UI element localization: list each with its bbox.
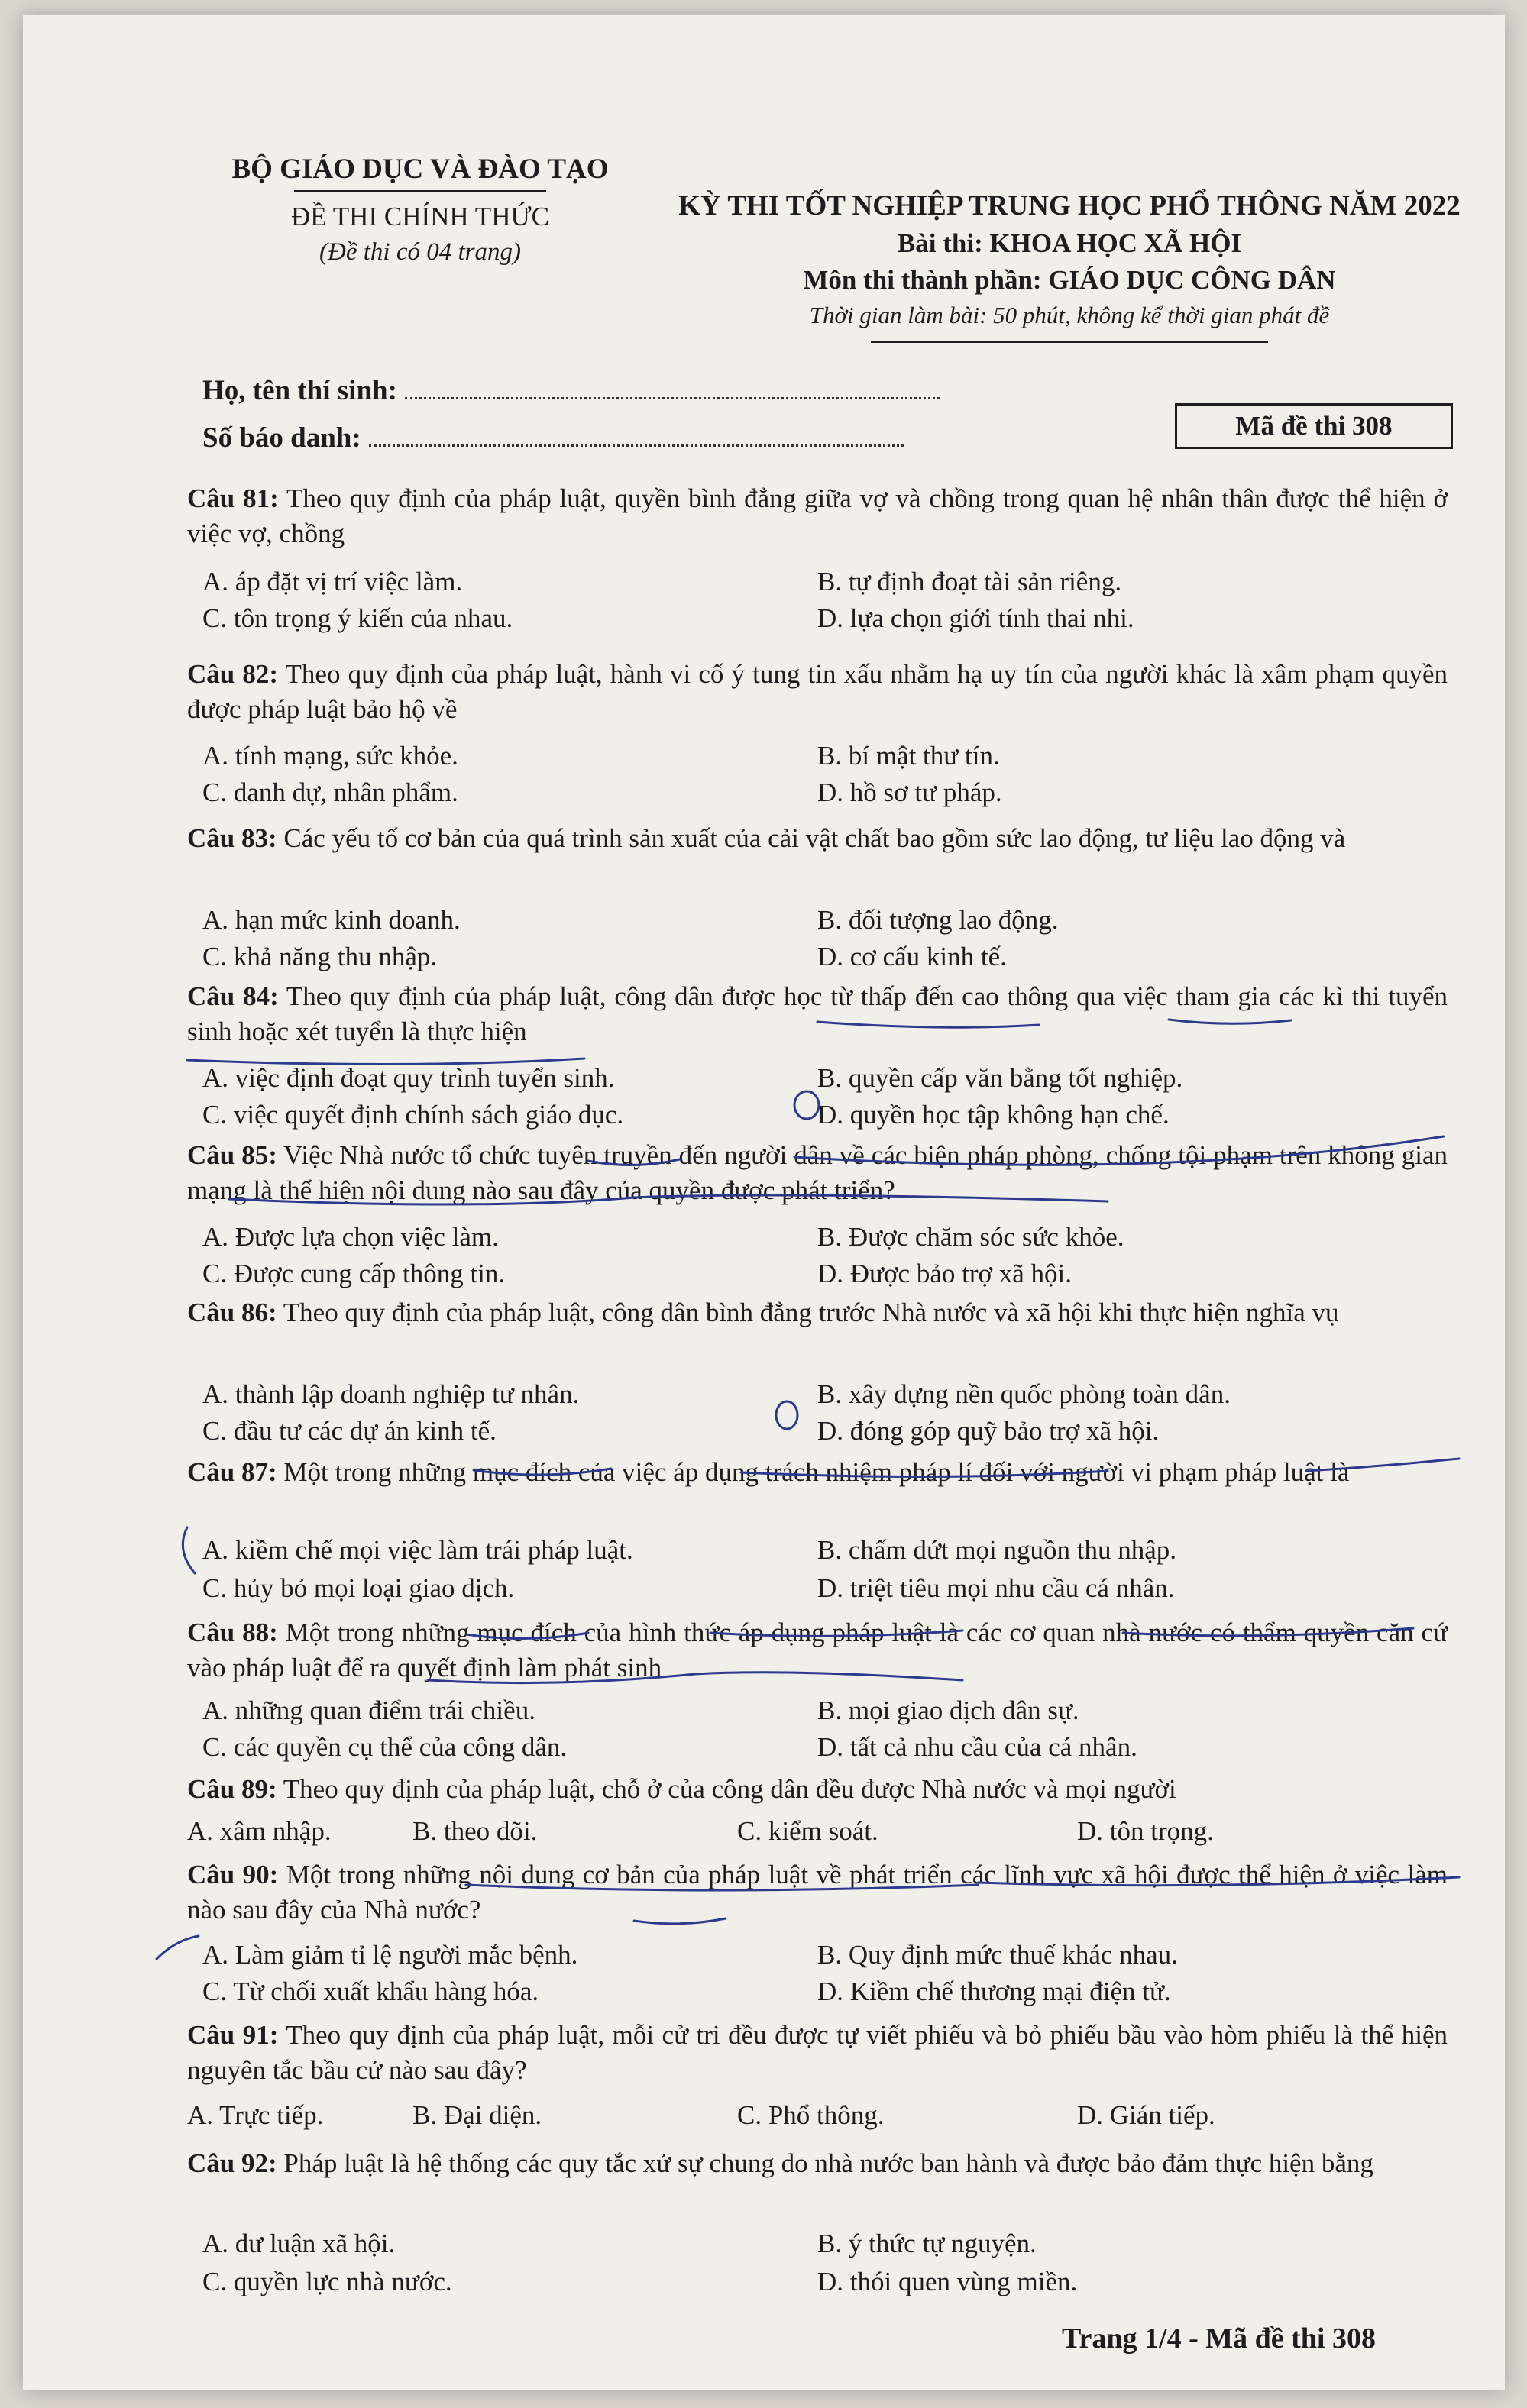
header-right <box>657 189 1482 343</box>
option-b: B. đối tượng lao động. <box>817 905 1059 935</box>
option-b: B. Quy định mức thuế khác nhau. <box>817 1940 1178 1970</box>
option-d: D. Kiềm chế thương mại điện tử. <box>817 1976 1171 2006</box>
option-a: A. việc định đoạt quy trình tuyển sinh. <box>202 1063 615 1093</box>
option-d: D. Gián tiếp. <box>1077 2100 1215 2130</box>
exam-part: Môn thi thành phần: GIÁO DỤC CÔNG DÂN <box>803 265 1336 295</box>
question-82 <box>187 657 1448 727</box>
option-a: A. Được lựa chọn việc làm. <box>202 1222 499 1252</box>
question-number: Câu 92: <box>187 2148 277 2178</box>
option-b: B. chấm dứt mọi nguồn thu nhập. <box>817 1535 1177 1565</box>
question-number: Câu 83: <box>187 823 277 853</box>
option-c: C. việc quyết định chính sách giáo dục. <box>202 1100 624 1130</box>
question-number: Câu 84: <box>187 981 279 1011</box>
question-83 <box>187 821 1448 856</box>
option-b: B. bí mật thư tín. <box>817 741 1000 771</box>
option-b: B. theo dõi. <box>412 1816 538 1846</box>
question-number: Câu 88: <box>187 1618 278 1647</box>
option-a: A. Làm giảm tỉ lệ người mắc bệnh. <box>202 1940 578 1970</box>
option-b: B. xây dựng nền quốc phòng toàn dân. <box>817 1379 1231 1409</box>
option-a: A. tính mạng, sức khỏe. <box>202 741 458 771</box>
option-d: D. lựa chọn giới tính thai nhi. <box>817 603 1134 633</box>
question-text: Theo quy định của pháp luật, hành vi cố ý tung tin xấu nhằm hạ uy tín của người khác là xâm phạm quyền được pháp luật bảo hộ về <box>187 659 1448 724</box>
option-c: C. khả năng thu nhập. <box>202 942 438 971</box>
candidate-id-row <box>202 422 904 454</box>
option-c: C. quyền lực nhà nước. <box>202 2267 452 2296</box>
option-c: C. đầu tư các dự án kinh tế. <box>202 1416 497 1446</box>
question-text: Một trong những mục đích của việc áp dụng trách nhiệm pháp lí đối với người vi phạm pháp luật là <box>277 1457 1350 1487</box>
option-d: D. thói quen vùng miền. <box>817 2267 1078 2296</box>
option-a: A. dư luận xã hội. <box>202 2229 396 2258</box>
candidate-name-label: Họ, tên thí sinh: <box>202 375 397 406</box>
pen-tick <box>157 1936 199 1959</box>
exam-code-box: Mã đề thi 308 <box>1175 403 1453 449</box>
question-number: Câu 81: <box>187 483 279 513</box>
question-text: Một trong những nội dung cơ bản của pháp luật về phát triển các lĩnh vực xã hội được thể hiện ở việc làm nào sau đây của Nhà nước? <box>187 1860 1448 1925</box>
option-b: B. quyền cấp văn bằng tốt nghiệp. <box>817 1063 1183 1093</box>
candidate-id-label: Số báo danh: <box>202 422 361 454</box>
option-d: D. triệt tiêu mọi nhu cầu cá nhân. <box>817 1573 1175 1603</box>
exam-time: Thời gian làm bài: 50 phút, không kể thời gian phát đề <box>809 302 1330 328</box>
question-91 <box>187 2018 1448 2088</box>
question-number: Câu 89: <box>187 1774 277 1804</box>
question-text: Theo quy định của pháp luật, quyền bình đẳng giữa vợ và chồng trong quan hệ nhân thân được thể hiện ở việc vợ, chồng <box>187 483 1448 548</box>
option-c: C. Được cung cấp thông tin. <box>202 1259 506 1288</box>
option-d: D. quyền học tập không hạn chế. <box>817 1100 1170 1130</box>
question-number: Câu 86: <box>187 1298 277 1327</box>
question-text: Pháp luật là hệ thống các quy tắc xử sự chung do nhà nước ban hành và được bảo đảm thực hiện bằng <box>277 2148 1373 2178</box>
question-text: Theo quy định của pháp luật, mỗi cử tri đều được tự viết phiếu và bỏ phiếu bầu vào hòm phiếu là thể hiện nguyên tắc bầu cử nào sau đây? <box>187 2020 1448 2085</box>
option-c: C. tôn trọng ý kiến của nhau. <box>202 603 513 633</box>
option-d: D. tôn trọng. <box>1077 1816 1214 1846</box>
question-number: Câu 82: <box>187 659 279 689</box>
question-84 <box>187 979 1448 1049</box>
option-c: C. danh dự, nhân phẩm. <box>202 777 458 807</box>
ministry-underline <box>294 190 546 192</box>
exam-subject: Bài thi: KHOA HỌC XÃ HỘI <box>897 228 1242 258</box>
question-86 <box>187 1295 1448 1330</box>
option-c: C. hủy bỏ mọi loại giao dịch. <box>202 1573 515 1603</box>
pen-circle <box>794 1091 819 1119</box>
question-text: Theo quy định của pháp luật, chỗ ở của công dân đều được Nhà nước và mọi người <box>277 1774 1176 1804</box>
page-count: (Đề thi có 04 trang) <box>319 238 521 266</box>
option-b: B. mọi giao dịch dân sự. <box>817 1695 1079 1725</box>
question-number: Câu 91: <box>187 2020 279 2050</box>
question-text: Việc Nhà nước tổ chức tuyên truyền đến người dân về các biện pháp phòng, chống tội phạm trên không gian mạng là thể hiện nội dung nào sau đây của quyền được phát triển? <box>187 1140 1448 1205</box>
question-number: Câu 90: <box>187 1860 279 1889</box>
option-c: C. kiểm soát. <box>737 1816 878 1846</box>
question-number: Câu 85: <box>187 1140 277 1170</box>
option-d: D. Được bảo trợ xã hội. <box>817 1259 1072 1288</box>
exam-title: KỲ THI TỐT NGHIỆP TRUNG HỌC PHỔ THÔNG NĂM 2022 <box>678 190 1461 221</box>
pen-bracket <box>183 1527 195 1573</box>
ministry-name: BỘ GIÁO DỤC VÀ ĐÀO TẠO <box>231 154 609 185</box>
official-label: ĐỀ THI CHÍNH THỨC <box>291 202 549 231</box>
option-c: C. Phổ thông. <box>737 2100 885 2130</box>
time-underline <box>871 341 1268 343</box>
question-text: Theo quy định của pháp luật, công dân được học từ thấp đến cao thông qua việc tham gia các kì thi tuyển sinh hoặc xét tuyển là thực hiện <box>187 981 1448 1046</box>
question-81 <box>187 481 1448 551</box>
option-d: D. tất cả nhu cầu của cá nhân. <box>817 1732 1137 1762</box>
option-d: D. hồ sơ tư pháp. <box>817 777 1002 807</box>
exam-page <box>23 15 1505 2390</box>
option-a: A. những quan điểm trái chiều. <box>202 1695 535 1725</box>
candidate-name-row <box>202 374 940 407</box>
option-a: A. Trực tiếp. <box>187 2100 324 2130</box>
option-b: B. ý thức tự nguyện. <box>817 2229 1037 2258</box>
question-87 <box>187 1455 1448 1490</box>
question-text: Một trong những mục đích của hình thức áp dụng pháp luật là các cơ quan nhà nước có thẩm quyền căn cứ vào pháp luật để ra quyết định làm phát sinh <box>187 1618 1448 1682</box>
option-a: A. xâm nhập. <box>187 1816 332 1846</box>
page-footer: Trang 1/4 - Mã đề thi 308 <box>1062 2322 1376 2355</box>
question-90 <box>187 1857 1448 1928</box>
option-a: A. hạn mức kinh doanh. <box>202 905 461 935</box>
question-text: Theo quy định của pháp luật, công dân bình đẳng trước Nhà nước và xã hội khi thực hiện nghĩa vụ <box>277 1298 1339 1327</box>
question-text: Các yếu tố cơ bản của quá trình sản xuất của cải vật chất bao gồm sức lao động, tư liệu lao động và <box>277 823 1346 853</box>
option-a: A. áp đặt vị trí việc làm. <box>202 567 463 596</box>
question-number: Câu 87: <box>187 1457 277 1487</box>
option-b: B. Được chăm sóc sức khỏe. <box>817 1222 1124 1252</box>
candidate-name-field <box>405 397 940 399</box>
header-left <box>214 153 626 267</box>
question-92 <box>187 2146 1448 2181</box>
option-d: D. đóng góp quỹ bảo trợ xã hội. <box>817 1416 1160 1446</box>
question-89 <box>187 1772 1448 1807</box>
option-b: B. tự định đoạt tài sản riêng. <box>817 567 1122 596</box>
option-b: B. Đại diện. <box>412 2100 542 2130</box>
option-a: A. thành lập doanh nghiệp tư nhân. <box>202 1379 580 1409</box>
pen-circle <box>776 1401 797 1429</box>
option-a: A. kiềm chế mọi việc làm trái pháp luật. <box>202 1535 633 1565</box>
option-c: C. Từ chối xuất khẩu hàng hóa. <box>202 1976 539 2006</box>
candidate-id-field <box>369 444 904 447</box>
question-88 <box>187 1615 1448 1686</box>
option-c: C. các quyền cụ thể của công dân. <box>202 1732 568 1762</box>
option-d: D. cơ cấu kinh tế. <box>817 942 1007 971</box>
question-85 <box>187 1138 1448 1208</box>
